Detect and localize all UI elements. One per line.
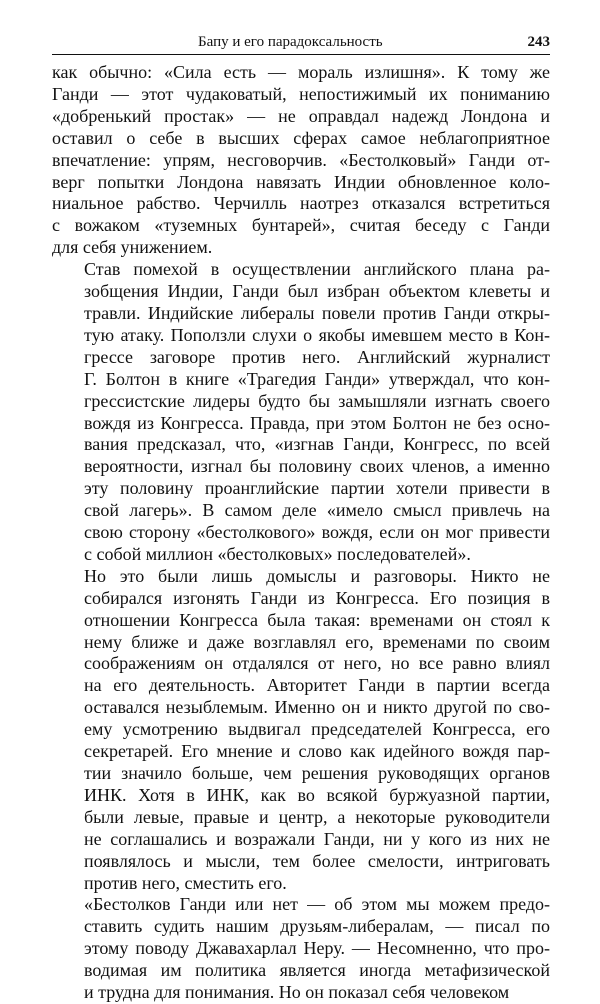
text-line: нему ближе и даже возглавлял его, временами по своим: [84, 631, 550, 652]
text-line: были левые, правые и центр, а некоторые руководители: [84, 806, 550, 827]
text-line: Ганди — этот чудаковатый, непостижимый их пониманию: [52, 83, 550, 104]
paragraph: [52, 894, 550, 1004]
text-line: ставить судить нашим друзьям-либералам, — писал по: [84, 916, 550, 937]
text-line: вероятности, изгнал бы половину своих членов, а именно: [84, 456, 550, 477]
text-line: на его деятельность. Авторитет Ганди в партии всегда: [84, 675, 550, 696]
paragraph: [52, 566, 550, 895]
text-line: секретарей. Его мнение и слово как идейного вождя пар-: [84, 741, 550, 762]
text-line: ниальное рабство. Черчилль наотрез отказался встретиться: [52, 193, 550, 214]
text-line: ему усмотрению выдвигал председателей Конгресса, его: [84, 719, 550, 740]
page-number: 243: [527, 34, 550, 50]
text-line: оставил о себе в высших сферах самое неблагоприятное: [52, 127, 550, 148]
text-line: с собой миллион «бестолковых» последователей».: [84, 543, 471, 564]
text-line: верг попытки Лондона навязать Индии обновленное коло-: [52, 171, 550, 192]
running-title: Бапу и его парадоксальность: [198, 34, 383, 50]
text-line: собирался изгонять Ганди из Конгресса. Его позиция в: [84, 587, 550, 608]
running-header: [52, 32, 550, 55]
paragraph: [52, 62, 550, 259]
text-line: как обычно: «Сила есть — мораль излишня». К тому же: [52, 62, 550, 82]
text-line: тую атаку. Поползли слухи о якобы имевшем место в Кон-: [84, 324, 550, 345]
text-line: травли. Индийские либералы повели против Ганди откры-: [84, 302, 550, 323]
text-line: водимая им политика является иногда метафизической: [84, 960, 550, 981]
text-line: ИНК. Хотя в ИНК, как во всякой буржуазной партии,: [84, 784, 550, 805]
text-line: «Бестолков Ганди или нет — об этом мы можем предо-: [84, 894, 550, 915]
text-line: этому поводу Джавахарлал Неру. — Несомненно, что про-: [84, 938, 550, 959]
text-line: свой лагерь». В самом деле «имело смысл привлечь на: [84, 500, 550, 521]
text-line: «добренький простак» — не оправдал надежд Лондона и: [52, 105, 550, 126]
text-line: соображениям он отдалялся от него, но все равно влиял: [84, 653, 550, 674]
text-line: свою сторону «бестолкового» вождя, если он мог привести: [84, 522, 550, 543]
text-line: грессистские лидеры будто бы замышляли изгнать своего: [84, 390, 550, 411]
text-line: Став помехой в осуществлении английского плана ра-: [84, 259, 550, 280]
text-line: Г. Болтон в книге «Трагедия Ганди» утверждал, что кон-: [84, 368, 550, 389]
text-line: появлялось и мысли, тем более смелости, интриговать: [84, 850, 550, 871]
body-text: [52, 62, 550, 1004]
paragraph: [52, 259, 550, 566]
text-line: вания предсказал, что, «изгнав Ганди, Конгресс, по всей: [84, 434, 550, 455]
text-line: Но это были лишь домыслы и разговоры. Никто не: [84, 565, 550, 586]
text-line: зобщения Индии, Ганди был избран объектом клеветы и: [84, 281, 550, 302]
text-line: не соглашались и возражали Ганди, ни у кого из них не: [84, 828, 550, 849]
text-line: эту половину проанглийские партии хотели привести в: [84, 478, 550, 499]
text-line: и трудна для понимания. Но он показал себя человеком: [84, 982, 510, 1003]
text-line: тии значило больше, чем решения руководящих органов: [84, 763, 550, 783]
text-line: вождя из Конгресса. Правда, при этом Болтон не без осно-: [84, 412, 550, 433]
text-line: против него, сместить его.: [84, 872, 287, 893]
text-line: грессе заговоре против него. Английский журналист: [84, 346, 550, 367]
text-line: впечатление: упрям, несговорчив. «Бестолковый» Ганди от-: [52, 149, 550, 170]
text-line: для себя унижением.: [52, 237, 213, 258]
text-line: отношении Конгресса была такая: временами он стоял к: [84, 609, 550, 630]
text-line: оставался незыблемым. Именно он и никто другой по сво-: [84, 697, 550, 718]
text-line: с вожаком «туземных бунтарей», считая беседу с Ганди: [52, 215, 550, 236]
